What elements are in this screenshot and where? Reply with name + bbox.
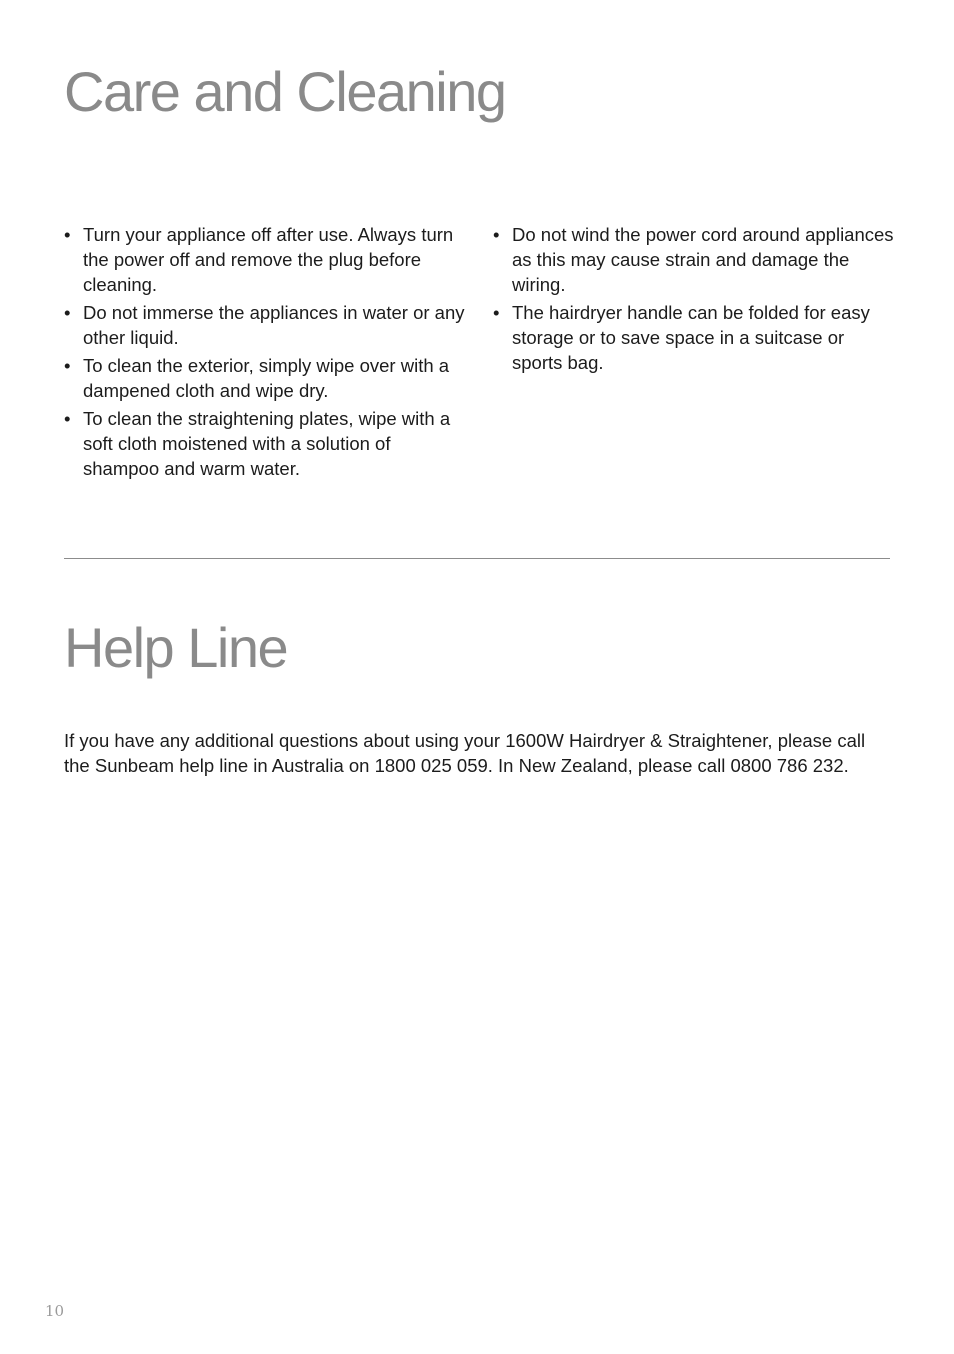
care-item (493, 222, 895, 297)
care-list-left (64, 222, 466, 484)
help-line-title: Help Line (64, 616, 288, 679)
care-list-right (493, 222, 895, 378)
care-item (64, 406, 466, 481)
care-item-text: The hairdryer handle can be folded for easy storage or to save space in a suitcase or sports bag. (512, 302, 870, 373)
care-and-cleaning-title: Care and Cleaning (64, 60, 506, 123)
care-item-text: Turn your appliance off after use. Always turn the power off and remove the plug before cleaning. (83, 224, 454, 295)
care-item-text: To clean the straightening plates, wipe with a soft cloth moistened with a solution of shampoo and warm water. (83, 408, 451, 479)
care-item-text: Do not wind the power cord around appliances as this may cause strain and damage the wiring. (512, 224, 894, 295)
care-item (64, 300, 466, 350)
bullet-icon: • (64, 302, 71, 323)
bullet-icon: • (64, 224, 71, 245)
section-divider (64, 558, 890, 559)
care-item (64, 222, 466, 297)
care-item-text: Do not immerse the appliances in water or any other liquid. (83, 302, 465, 348)
care-item (64, 353, 466, 403)
bullet-icon: • (64, 408, 71, 429)
care-item (493, 300, 895, 375)
bullet-icon: • (64, 355, 71, 376)
help-line-text: If you have any additional questions about using your 1600W Hairdryer & Straightener, please call the Sunbeam help line in Australia on 1800 025 059. In New Zealand, please call 0800 786 232. (64, 730, 866, 776)
care-item-text: To clean the exterior, simply wipe over with a dampened cloth and wipe dry. (83, 355, 450, 401)
page-number: 10 (45, 1302, 65, 1320)
bullet-icon: • (493, 224, 500, 245)
bullet-icon: • (493, 302, 500, 323)
